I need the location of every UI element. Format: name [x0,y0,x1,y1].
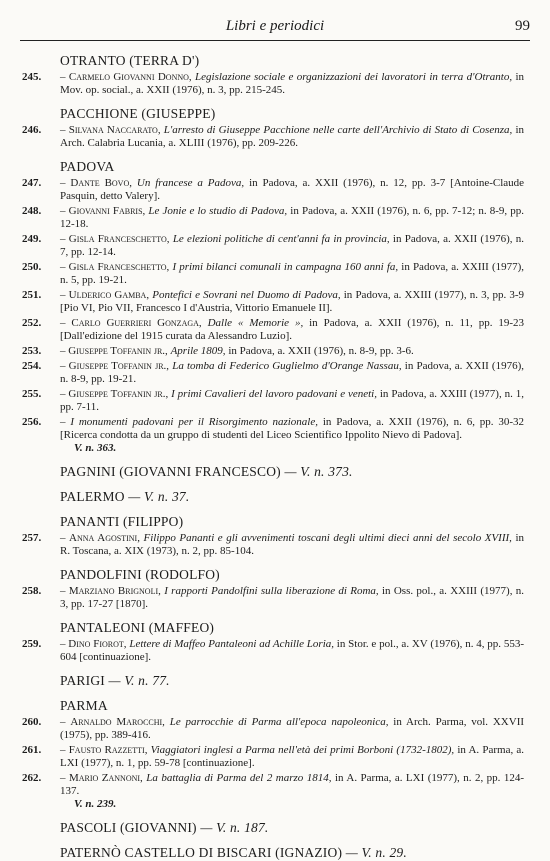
bibliography-entry [18,388,526,414]
bibliography-entry [18,177,526,203]
bibliography-section [18,105,526,150]
entry-publication: in Padova, a. XXII (1976), n. 8-9, pp. 3-6. [228,345,414,357]
entry-publication: in Stor. e pol., a. XV (1976), n. 4, pp. 553-604 [continuazione]. [60,638,524,663]
section-heading [18,105,526,122]
heading-name: PASCOLI (GIOVANNI) [60,820,197,835]
entry-publication: in A. Parma, a. LXI (1977), n. 2, pp. 124-137. [60,772,525,797]
section-heading [18,697,526,714]
page-number: 99 [515,18,530,34]
entry-text: – Marziano Brignoli, I rapporti Pandolfini sulla liberazione di Roma, in Oss. pol., a. XXIII (1977), n. 3, pp. 17-27 [1870]. [60,585,525,610]
entry-publication: in Oss. pol., a. XXIII (1977), n. 3, pp. 17-27 [1870]. [60,585,525,610]
entry-text: – Carlo Guerrieri Gonzaga, Dalle « Memorie », in Padova, a. XXII (1976), n. 11, pp. 19-23 [Dall'edizione del 1915 curata da Alessandro Luzio]. [60,317,525,342]
entry-author: Silvana Naccarato, [68,124,161,136]
page-header [20,16,530,41]
bibliography-entry [18,360,526,386]
bibliography-section [18,619,526,664]
bibliography-entry [18,744,526,770]
bibliography-section [18,158,526,455]
entry-publication: in Padova, a. XXIII (1977), n. 3, pp. 3-9 [Pio VI, Pio VII, Francesco I d'Austria, Vittorio Emanuele II]. [60,289,525,314]
entry-publication: in Arch. Calabria Lucania, a. XLIII (1976), pp. 209-226. [60,124,524,149]
heading-name: PANTALEONI (MAFFEO) [60,620,215,635]
entry-number: 254. [22,360,42,372]
entry-title: I primi bilanci comunali in campagna 160 anni fa, [172,261,399,273]
entry-number: 246. [22,124,42,136]
heading-name: OTRANTO (TERRA D') [60,53,200,68]
bibliography-section [18,52,526,97]
heading-name: PACCHIONE (GIUSEPPE) [60,106,216,121]
heading-name: PANDOLFINI (RODOLFO) [60,567,220,582]
bibliography-entry [18,317,526,343]
section-heading [18,463,526,480]
bibliography-content [18,52,526,861]
entry-number: 261. [22,744,42,756]
entry-text: – Ulderico Gamba, Pontefici e Sovrani nel Duomo di Padova, in Padova, a. XXIII (1977), n. 3, pp. 3-9 [Pio VI, Pio VII, Francesco I d'Austria, Vittorio Emanuele II]. [60,289,525,314]
entry-author: Dino Fiorot, [68,638,127,650]
entry-number: 256. [22,416,42,428]
see-also-reference: V. n. 363. [74,442,117,454]
section-heading [18,158,526,175]
heading-name: PATERNÒ CASTELLO DI BISCARI (IGNAZIO) [60,845,343,860]
entry-title: I monumenti padovani per il Risorgimento nazionale, [70,416,318,428]
bibliography-entry [18,638,526,664]
section-heading [18,844,526,861]
entry-publication: in Padova, a. XXII (1976), n. 11, pp. 19-23 [Dall'edizione del 1915 curata da Alessandro Luzio]. [60,317,525,342]
heading-name: PANANTI (FILIPPO) [60,514,184,529]
entry-text: – Giuseppe Toffanin jr., Aprile 1809, in Padova, a. XXII (1976), n. 8-9, pp. 3-6. [60,345,414,357]
entry-text: – I monumenti padovani per il Risorgimento nazionale, in Padova, a. XXII (1976), n. 6, pp. 30-32 [Ricerca condotta da un gruppo di studenti del Liceo Scientifico Ippolito Nievo di Padova]. [60,416,525,441]
entry-author: Carlo Guerrieri Gonzaga, [71,317,202,329]
entry-title: Un francese a Padova, [136,177,245,189]
entry-title: Le parrocchie di Parma all'epoca napoleonica, [169,716,389,728]
entry-author: Mario Zannoni, [68,772,143,784]
bibliography-entry [18,71,526,97]
bibliography-entry [18,124,526,150]
entry-author: Gisla Franceschetto, [68,233,170,245]
entry-number: 255. [22,388,42,400]
bibliography-entry [18,532,526,558]
entry-number: 253. [22,345,42,357]
see-also-reference: V. n. 239. [74,798,117,810]
heading-name: PARIGI [60,673,105,688]
entry-author: Ulderico Gamba, [68,289,150,301]
entry-number: 257. [22,532,42,544]
bibliography-entry [18,205,526,231]
entry-number: 247. [22,177,42,189]
entry-title: La tomba di Federico Guglielmo d'Orange Nassau, [172,360,402,372]
entry-title: Viaggiatori inglesi a Parma nell'età dei primi Borboni (1732-1802), [150,744,455,756]
entry-publication: in Padova, a. XXIII (1977), n. 1, pp. 7-11. [60,388,524,413]
entry-publication: in Arch. Parma, vol. XXVII (1975), pp. 389-416. [60,716,525,741]
section-heading [18,672,526,689]
bibliography-section [18,697,526,811]
section-heading [18,619,526,636]
entry-number: 248. [22,205,42,217]
entry-number: 258. [22,585,42,597]
bibliography-entry [18,585,526,611]
entry-author: Marziano Brignoli, [68,585,161,597]
section-heading [18,52,526,69]
entry-title: Pontefici e Sovrani nel Duomo di Padova, [152,289,341,301]
bibliography-entry [18,345,526,358]
entry-author: Anna Agostini, [69,532,140,544]
entry-author: Gisla Franceschetto, [68,261,170,273]
bibliography-section [18,566,526,611]
entry-number: 245. [22,71,42,83]
entry-number: 251. [22,289,42,301]
entry-title: Le elezioni politiche di cent'anni fa in provincia, [172,233,390,245]
entry-author: Dante Bovo, [70,177,132,189]
bibliography-entry [18,261,526,287]
entry-number: 262. [22,772,42,784]
entry-publication: in Mov. op. social., a. XXII (1976), n. 3, pp. 215-245. [60,71,525,96]
heading-cross-reference: — V. n. 187. [200,820,269,835]
heading-cross-reference: — V. n. 77. [108,673,170,688]
entry-title: I primi Cavalieri del lavoro padovani e veneti, [171,388,377,400]
entry-author: Giuseppe Toffanin jr., [68,345,168,357]
entry-publication: in Padova, a. XXII (1976), n. 6, pp. 7-12; n. 8-9, pp. 12-18. [60,205,525,230]
heading-cross-reference: — V. n. 373. [284,464,353,479]
entry-title: Legislazione sociale e organizzazioni dei lavoratori in terra d'Otranto, [195,71,513,83]
bibliography-entry [18,416,526,442]
entry-publication: in Padova, a. XXII (1976), n. 8-9, pp. 19-21. [60,360,525,385]
entry-author: Carmelo Giovanni Donno, [68,71,192,83]
entry-author: Arnaldo Marocchi, [70,716,165,728]
entry-text: – Gisla Franceschetto, I primi bilanci comunali in campagna 160 anni fa, in Padova, a. XXIII (1977), n. 5, pp. 19-21. [60,261,525,286]
entry-author: Giovanni Fabris, [68,205,146,217]
bibliography-entry [18,289,526,315]
entry-number: 252. [22,317,42,329]
heading-name: PADOVA [60,159,115,174]
entry-title: Aprile 1809, [170,345,226,357]
entry-title: Filippo Pananti e gli avvenimenti toscani degli ultimi dieci anni del secolo XVIII, [143,532,512,544]
heading-name: PAGNINI (GIOVANNI FRANCESCO) [60,464,281,479]
entry-author: Giuseppe Toffanin jr., [68,388,169,400]
heading-name: PARMA [60,698,108,713]
bibliography-section [18,513,526,558]
entry-author: Fausto Razzetti, [68,744,148,756]
entry-text: – Fausto Razzetti, Viaggiatori inglesi a Parma nell'età dei primi Borboni (1732-1802), in A. Parma, a. LXI (1977), n. 1, pp. 59-78 [continuazione]. [60,744,525,769]
entry-publication: in A. Parma, a. LXI (1977), n. 1, pp. 59-78 [continuazione]. [60,744,525,769]
section-heading [18,819,526,836]
entry-publication: in Padova, a. XXII (1976), n. 12, pp. 3-7 [Antoine-Claude Pasquin, detto Valery]. [60,177,525,202]
bibliography-section [18,844,526,861]
bibliography-entry [18,233,526,259]
bibliography-entry [18,716,526,742]
entry-text: – Arnaldo Marocchi, Le parrocchie di Parma all'epoca napoleonica, in Arch. Parma, vol. XXVII (1975), pp. 389-416. [60,716,525,741]
bibliography-section [18,488,526,505]
entry-publication: in R. Toscana, a. XIX (1973), n. 2, pp. 85-104. [60,532,525,557]
heading-cross-reference: — V. n. 37. [128,489,190,504]
entry-number: 259. [22,638,42,650]
entry-publication: in Padova, a. XXIII (1977), n. 5, pp. 19-21. [60,261,525,286]
entry-publication: in Padova, a. XXII (1976), n. 7, pp. 12-14. [60,233,525,258]
heading-name: PALERMO [60,489,125,504]
heading-cross-reference: — V. n. 29. [345,845,407,860]
entry-title: Le Jonie e lo studio di Padova, [148,205,288,217]
entry-text: – Mario Zannoni, La battaglia di Parma del 2 marzo 1814, in A. Parma, a. LXI (1977), n. 2, pp. 124-137. [60,772,525,797]
entry-text: – Anna Agostini, Filippo Pananti e gli avvenimenti toscani degli ultimi dieci anni del secolo XVIII, in R. Toscana, a. XIX (1973), n. 2, pp. 85-104. [60,532,525,557]
running-title: Libri e periodici [225,18,325,34]
bibliography-entry [18,772,526,798]
entry-author: Giuseppe Toffanin jr., [68,360,170,372]
entry-number: 249. [22,233,42,245]
entry-text: – Gisla Franceschetto, Le elezioni politiche di cent'anni fa in provincia, in Padova, a. XXII (1976), n. 7, pp. 12-14. [60,233,525,258]
entry-number: 260. [22,716,42,728]
entry-publication: in Padova, a. XXII (1976), n. 6, pp. 30-32 [Ricerca condotta da un gruppo di studenti del Liceo Scientifico Ippolito Nievo di Padova]. [60,416,525,441]
entry-text: – Giuseppe Toffanin jr., I primi Cavalieri del lavoro padovani e veneti, in Padova, a. XXIII (1977), n. 1, pp. 7-11. [60,388,524,413]
entry-number: 250. [22,261,42,273]
entry-text: – Carmelo Giovanni Donno, Legislazione sociale e organizzazioni dei lavoratori in terra d'Otranto, in Mov. op. social., a. XXII (1976), n. 3, pp. 215-245. [60,71,525,96]
section-heading [18,513,526,530]
entry-text: – Giovanni Fabris, Le Jonie e lo studio di Padova, in Padova, a. XXII (1976), n. 6, pp. 7-12; n. 8-9, pp. 12-18. [60,205,525,230]
entry-title: La battaglia di Parma del 2 marzo 1814, [146,772,332,784]
section-heading [18,488,526,505]
entry-title: Dalle « Memorie », [207,317,304,329]
entry-text: – Silvana Naccarato, L'arresto di Giuseppe Pacchione nelle carte dell'Archivio di Stato di Cosenza, in Arch. Calabria Lucania, a. XLIII (1976), pp. 209-226. [60,124,524,149]
bibliography-section [18,819,526,836]
entry-title: L'arresto di Giuseppe Pacchione nelle carte dell'Archivio di Stato di Cosenza, [163,124,513,136]
bibliography-section [18,463,526,480]
entry-text: – Giuseppe Toffanin jr., La tomba di Federico Guglielmo d'Orange Nassau, in Padova, a. XXII (1976), n. 8-9, pp. 19-21. [60,360,525,385]
entry-title: I rapporti Pandolfini sulla liberazione di Roma, [164,585,379,597]
section-heading [18,566,526,583]
entry-text: – Dino Fiorot, Lettere di Maffeo Pantaleoni ad Achille Loria, in Stor. e pol., a. XV (1976), n. 4, pp. 553-604 [continuazione]. [60,638,524,663]
entry-title: Lettere di Maffeo Pantaleoni ad Achille Loria, [129,638,334,650]
entry-text: – Dante Bovo, Un francese a Padova, in Padova, a. XXII (1976), n. 12, pp. 3-7 [Antoine-Claude Pasquin, detto Valery]. [60,177,525,202]
bibliography-section [18,672,526,689]
